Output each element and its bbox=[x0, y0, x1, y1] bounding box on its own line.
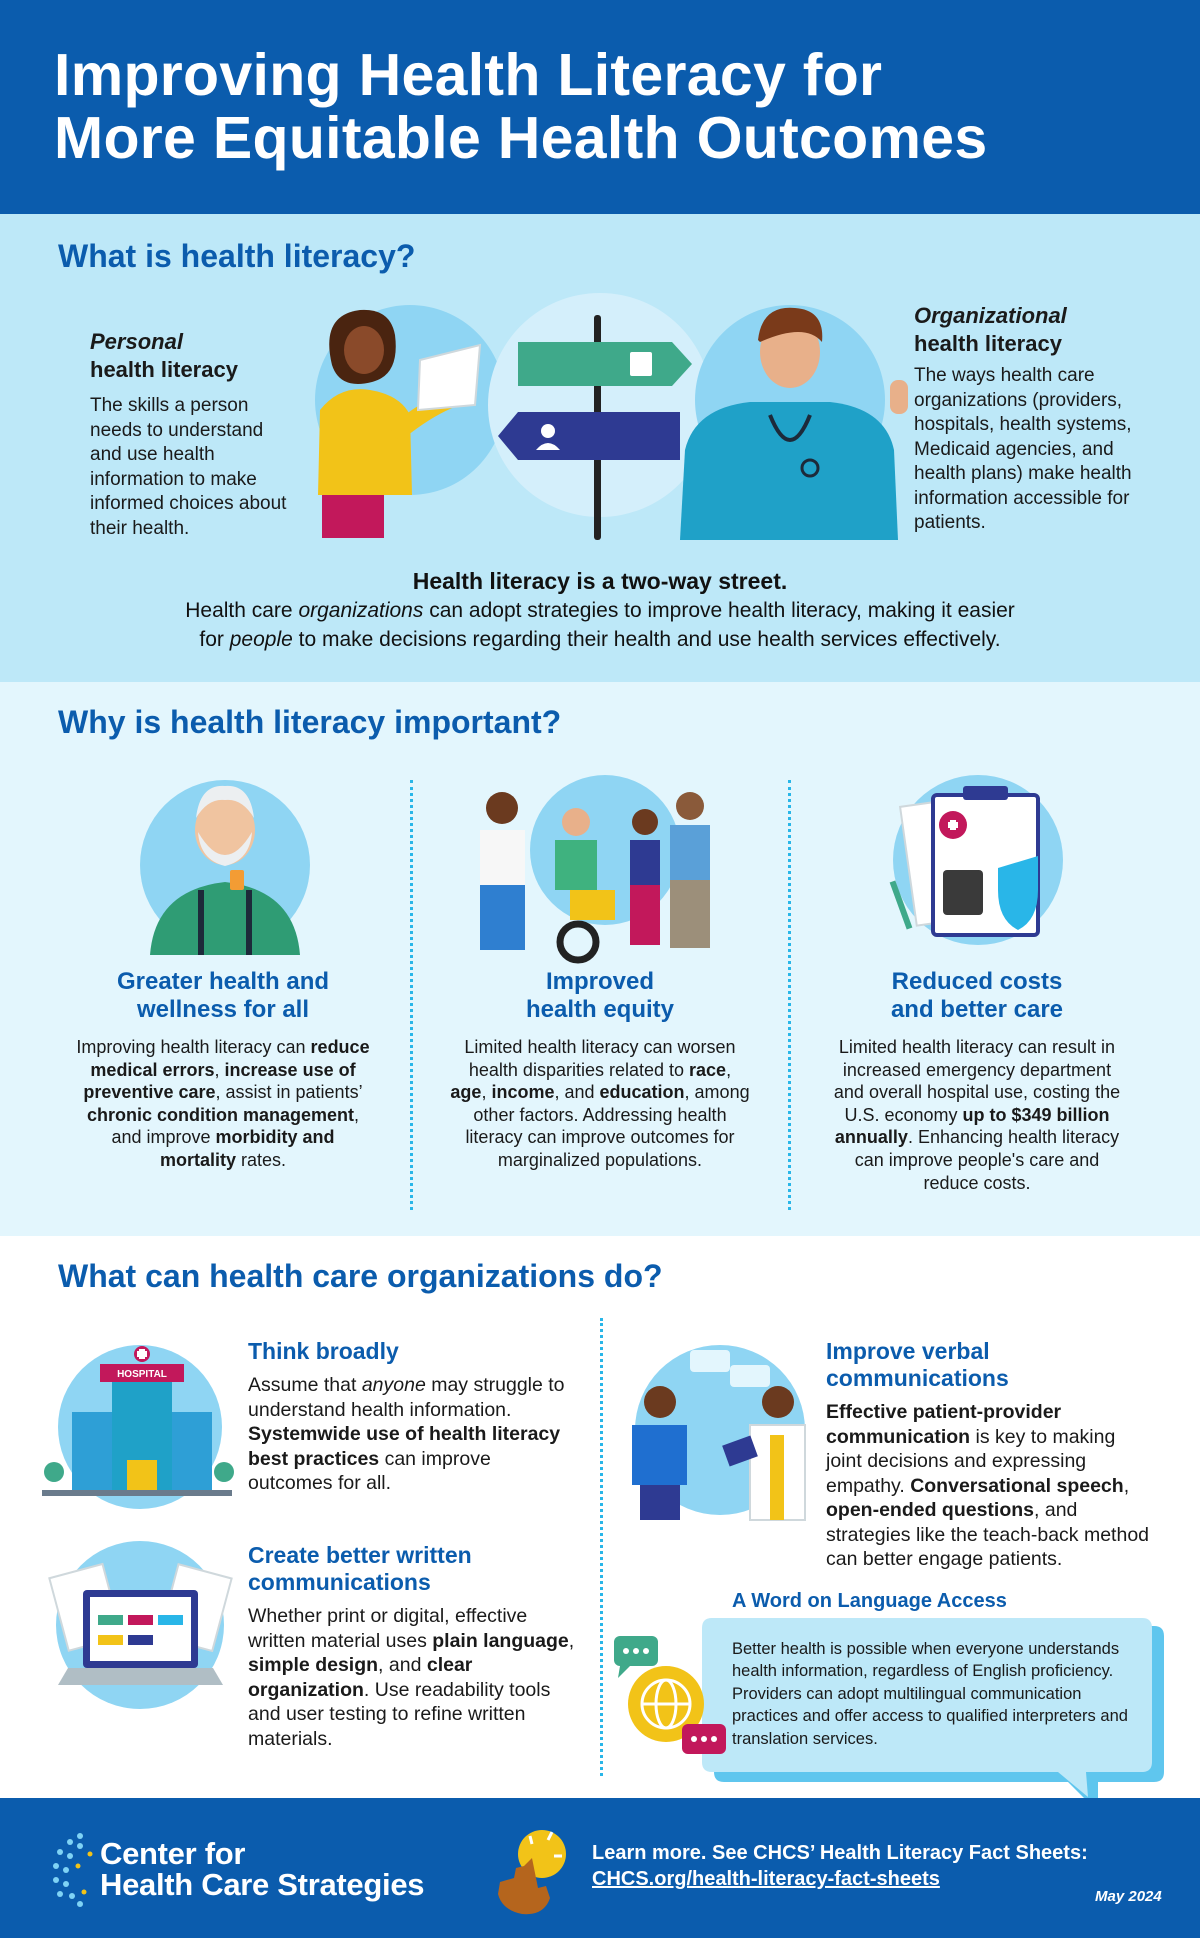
bold-run: race bbox=[689, 1059, 727, 1080]
text-run: . Use readability tools and user testing to refine written materials. bbox=[248, 1678, 551, 1750]
text-run: is key to making joint decisions and expressing empathy. bbox=[826, 1425, 1116, 1497]
bold-run: up to $349 billion annually bbox=[834, 1104, 1110, 1148]
strategy-title bbox=[248, 1542, 578, 1596]
org-title-italic: Organizational bbox=[914, 303, 1067, 328]
text-run: rates. bbox=[236, 1149, 287, 1170]
bold-run: increase use of preventive care bbox=[83, 1059, 356, 1103]
org-title bbox=[914, 302, 1164, 358]
text-run: , bbox=[481, 1082, 492, 1103]
bold-run: Conversational speech bbox=[910, 1474, 1124, 1497]
benefit-title-line: wellness for all bbox=[136, 996, 310, 1023]
benefit-title bbox=[450, 968, 750, 1024]
learn-more-text: Learn more. See CHCS’ Health Literacy Fact Sheets: bbox=[592, 1842, 1088, 1864]
benefit-reduced-costs bbox=[827, 968, 1127, 1194]
language-access-text: Better health is possible when everyone understands health information, regardless of English proficiency. Providers can adopt multilingual communication practices and offer access to qualified interpreters and translation services. bbox=[732, 1640, 1128, 1748]
emphasis-run: anyone bbox=[361, 1374, 426, 1396]
text-run: , bbox=[214, 1059, 225, 1080]
personal-title bbox=[90, 328, 290, 384]
header-banner bbox=[0, 0, 1200, 214]
title-line-2: More Equitable Health Outcomes bbox=[54, 105, 988, 171]
text-run: Limited health literacy can worsen health disparities related to bbox=[464, 1037, 736, 1080]
clipboard-calculator-illustration bbox=[888, 770, 1068, 960]
benefit-health-equity bbox=[450, 968, 750, 1172]
bold-run: income bbox=[491, 1082, 555, 1103]
bold-run: morbidity and mortality bbox=[159, 1127, 335, 1170]
globe-chat-icon bbox=[610, 1632, 730, 1762]
bold-run: chronic condition management bbox=[86, 1104, 354, 1125]
bold-run: education bbox=[599, 1082, 685, 1103]
page-title bbox=[54, 44, 988, 170]
strategy-title-line: communications bbox=[826, 1365, 1009, 1391]
strategy-title-line: Create better written bbox=[248, 1542, 472, 1568]
text-run: may struggle to understand health information. bbox=[248, 1374, 565, 1421]
benefit-title bbox=[73, 968, 373, 1024]
section-title-what-orgs: What can health care organizations do? bbox=[58, 1258, 663, 1294]
two-way-text: Health care bbox=[185, 599, 299, 622]
doctor-figure-icon bbox=[680, 308, 908, 540]
bold-run: reduce medical errors bbox=[90, 1037, 370, 1080]
text-run: Limited health literacy can result in increased emergency department and overall hospital use, costing the U.S. economy bbox=[833, 1037, 1121, 1125]
section-title-what-is: What is health literacy? bbox=[58, 238, 416, 274]
text-run: , and improve bbox=[111, 1104, 360, 1148]
strategy-title-line: Improve verbal bbox=[826, 1338, 990, 1364]
brand-line: Health Care Strategies bbox=[100, 1867, 425, 1902]
strategy-title-line: communications bbox=[248, 1569, 431, 1595]
strategy-title bbox=[826, 1338, 1156, 1392]
laptop-documents-illustration bbox=[48, 1540, 233, 1715]
language-access-title: A Word on Language Access bbox=[732, 1590, 1007, 1612]
chcs-logo-icon bbox=[50, 1832, 98, 1908]
benefit-title-line: health equity bbox=[525, 996, 675, 1023]
column-divider bbox=[788, 780, 791, 1210]
benefit-title-line: Reduced costs bbox=[891, 968, 1063, 995]
benefit-title-line: Greater health and bbox=[116, 968, 330, 995]
text-run: , bbox=[568, 1629, 575, 1652]
bold-run: clear organization bbox=[248, 1654, 473, 1701]
benefit-text bbox=[73, 1036, 373, 1172]
benefit-text bbox=[827, 1036, 1127, 1194]
elderly-man-illustration bbox=[130, 770, 320, 960]
text-run: can improve outcomes for all. bbox=[248, 1447, 491, 1494]
column-divider bbox=[410, 780, 413, 1210]
section-title-why: Why is health literacy important? bbox=[58, 704, 562, 740]
bold-run: simple design bbox=[248, 1654, 379, 1676]
two-way-emphasis: organizations bbox=[298, 599, 424, 622]
publication-date: May 2024 bbox=[1095, 1888, 1162, 1905]
bold-run: open-ended questions bbox=[826, 1499, 1035, 1521]
two-way-street-callout bbox=[100, 566, 1100, 654]
benefit-text bbox=[450, 1036, 750, 1172]
two-way-text: to make decisions regarding their health and use health services effectively. bbox=[292, 628, 1001, 651]
personal-title-rest: health literacy bbox=[90, 357, 238, 382]
learn-more bbox=[592, 1840, 1088, 1892]
text-run: , and strategies like the teach-back method can better engage patients. bbox=[826, 1499, 1150, 1570]
two-way-emphasis: people bbox=[229, 628, 293, 651]
bold-run: Systemwide use of health literacy best practices bbox=[248, 1423, 561, 1470]
brand-line: Center for bbox=[100, 1836, 246, 1871]
benefit-title-line: Improved bbox=[545, 968, 655, 995]
organizational-health-literacy bbox=[914, 302, 1164, 536]
text-run: , and bbox=[378, 1654, 427, 1676]
text-run: Improving health literacy can bbox=[76, 1037, 311, 1057]
bold-run: age bbox=[450, 1082, 482, 1103]
text-run: , bbox=[1123, 1474, 1130, 1497]
text-run: . Enhancing health literacy can improve people's care and reduce costs. bbox=[854, 1127, 1120, 1193]
two-way-title: Health literacy is a two-way street. bbox=[412, 568, 788, 594]
patient-provider-conversation-illustration bbox=[620, 1340, 820, 1520]
two-way-body bbox=[100, 596, 1100, 654]
fact-sheets-link[interactable]: CHCS.org/health-literacy-fact-sheets bbox=[592, 1868, 940, 1890]
strategy-text bbox=[248, 1373, 578, 1496]
org-description: The ways health care organizations (providers, hospitals, health systems, Medicaid agencies, and health plans) make health information accessible for patients. bbox=[914, 365, 1132, 533]
title-line-1: Improving Health Literacy for bbox=[54, 42, 883, 108]
chcs-brand-name bbox=[100, 1838, 424, 1900]
two-way-street-illustration bbox=[300, 290, 900, 540]
benefit-title-line: and better care bbox=[890, 996, 1064, 1023]
hospital-illustration bbox=[42, 1342, 232, 1512]
strategy-title: Think broadly bbox=[248, 1338, 399, 1364]
bold-run: Effective patient-provider communication bbox=[826, 1401, 1062, 1448]
text-run: , and bbox=[554, 1082, 600, 1103]
signpost-icon bbox=[498, 315, 692, 540]
text-run: Whether print or digital, effective written material uses bbox=[248, 1605, 528, 1652]
strategy-verbal-communications bbox=[826, 1338, 1156, 1572]
text-run: , assist in patients’ bbox=[215, 1082, 363, 1103]
personal-health-literacy bbox=[90, 328, 290, 541]
text-run: , among other factors. Addressing health literacy can improve outcomes for marginalized populations. bbox=[465, 1082, 750, 1170]
strategy-text bbox=[248, 1604, 578, 1751]
bold-run: plain language bbox=[432, 1629, 569, 1652]
personal-description: The skills a person needs to understand and use health information to make informed choices about their health. bbox=[90, 395, 287, 539]
hospital-sign-text: HOSPITAL bbox=[117, 1369, 167, 1380]
click-hand-icon bbox=[490, 1828, 570, 1918]
benefit-greater-health bbox=[73, 968, 373, 1172]
text-run: , bbox=[726, 1059, 732, 1080]
benefit-title bbox=[827, 968, 1127, 1024]
two-way-text: can adopt strategies to improve health literacy, making it easier bbox=[423, 599, 1015, 622]
personal-title-italic: Personal bbox=[90, 329, 183, 354]
strategy-think-broadly bbox=[248, 1338, 578, 1496]
text-run: Assume that bbox=[248, 1374, 362, 1396]
org-title-rest: health literacy bbox=[914, 331, 1062, 356]
diverse-group-illustration bbox=[460, 760, 740, 960]
column-divider bbox=[600, 1318, 603, 1776]
strategy-text bbox=[826, 1400, 1156, 1572]
two-way-text: for bbox=[199, 628, 230, 651]
strategy-written-communications bbox=[248, 1542, 578, 1751]
